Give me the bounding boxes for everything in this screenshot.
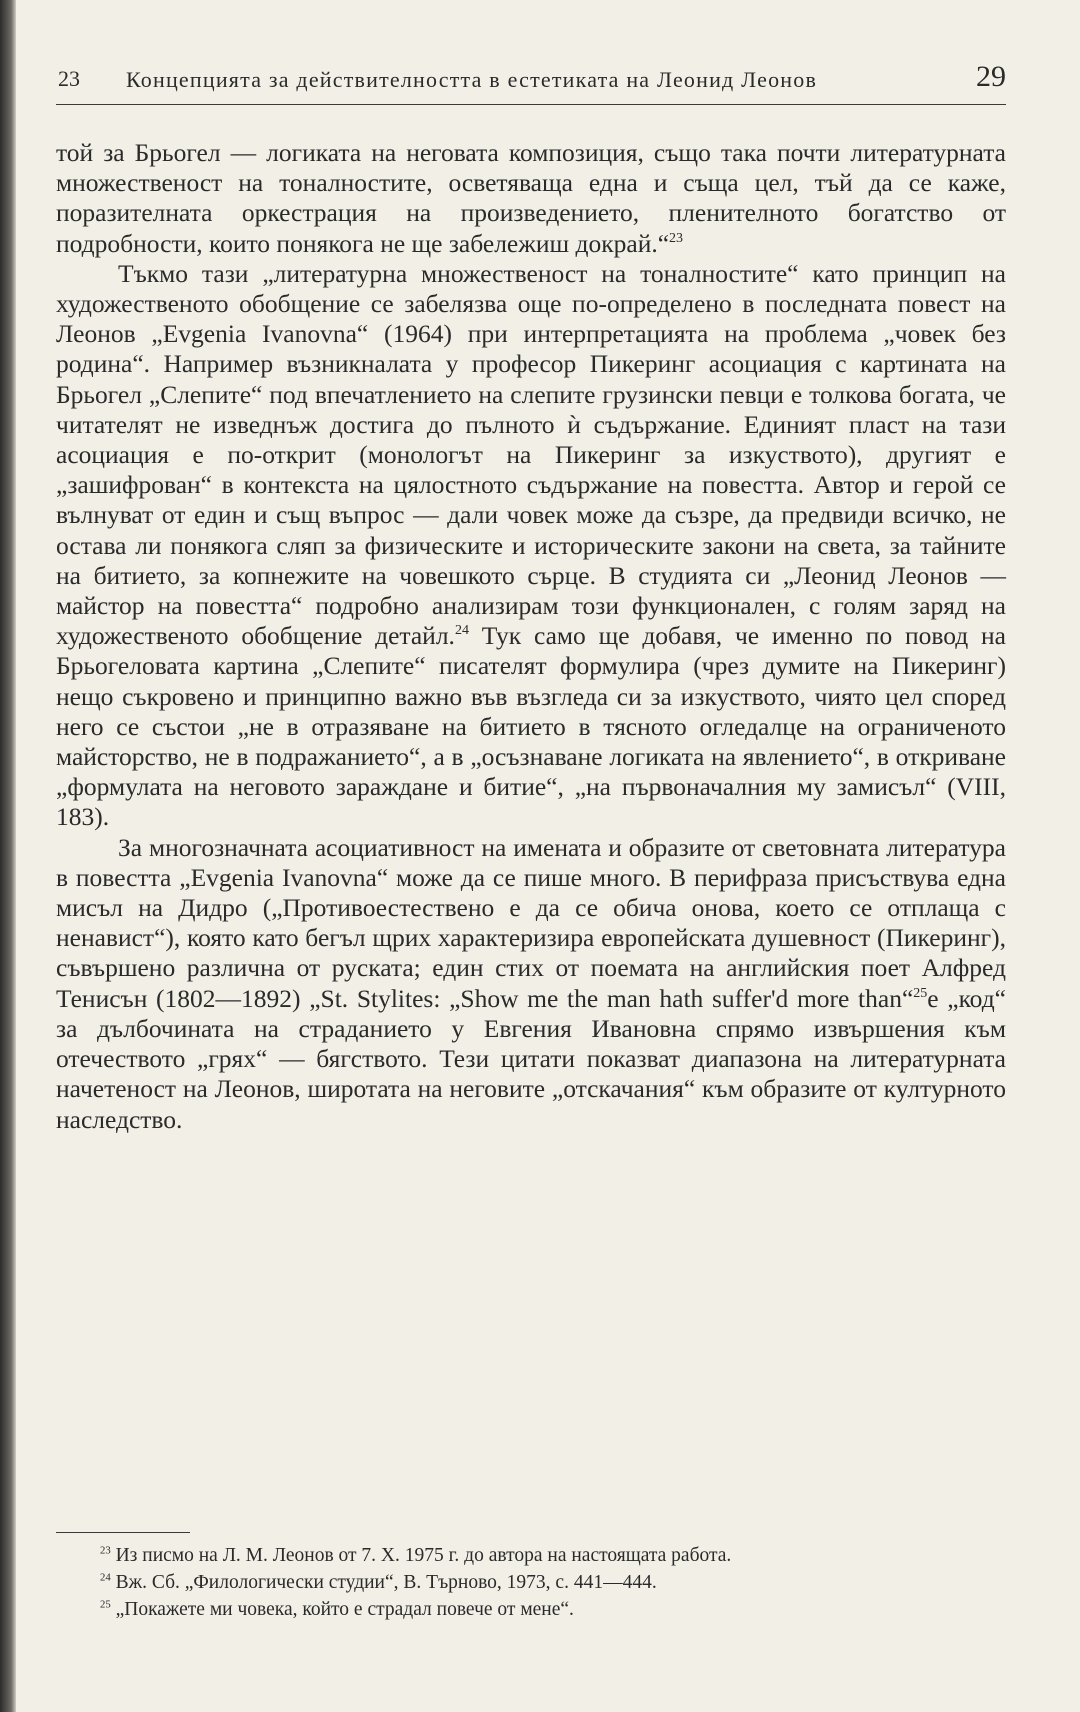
footnote-divider [56,1532,190,1533]
page-number: 29 [976,60,1006,93]
paragraph-text: Тъкмо тази „литературна множественост на тоналностите“ като принцип на художественото обобщение се забелязва още по-определено в последната повест на Леонов „Evgenia Ivanovna“ (1964) при интерпретацията на проблема „човек без родина“. Например възникналата у професор Пикеринг асоциация с картината на Брьогел „Слепите“ под впечатлението на слепите грузински певци е толкова богата, че читателят не изведнъж достига до пълното ѝ съдържание. Единият пласт на тази асоциация е по-открит (монологът на Пикеринг за изкуството), другият е „зашифрован“ в контекста на цялостното съдържание на повестта. Автор и герой се вълнуват от един и същ въпрос — дали човек може да съзре, да предвиди всичко, не остава ли понякога сляп за физическите и историческите закони на света, за тайните на битието, за копнежите на човешкото сърце. В студията си „Леонид Леонов — майстор на повестта“ подробно анализирам този функционален, с голям заряд на художественото обобщение детайл. [56,258,1006,651]
paragraph-text: За многозначната асоциативност на имената и образите от световната литература в повестта „Evgenia Ivanovna“ може да се пише много. В перифраза присъствува една мисъл на Дидро („Противоестествено е да се обича онова, което се отплаща с ненавист“), която като бегъл щрих характеризира европейската душевност (Пикеринг), съвършено различна от руската; един стих от поемата на английския поет Алфред Тенисън (1802—1892) „St. Stylites: „Show me the man hath suffer'd more than“ [56,832,1006,1013]
footnote-ref[interactable]: 23 [669,230,684,246]
paragraph-text: той за Брьогел — логиката на неговата композиция, също така почти литературната множественост на тоналностите, осветяваща една и съща цел, тъй да се каже, поразителната оркестрация на произведението, пленителното богатство от подробности, които понякога не ще забележиш докрай.“ [56,138,1006,258]
footnote [56,1542,1006,1569]
footnote-text: Вж. Сб. „Филологически студии“, В. Търново, 1973, с. 441—444. [110,1572,657,1593]
running-head [56,60,1006,105]
running-head-title: Концепцията за действителността в естетиката на Леонид Леонов [126,67,818,92]
footnote-number: 24 [100,1571,111,1584]
footnote-number: 23 [100,1544,111,1557]
footnote-ref[interactable]: 24 [454,623,469,639]
paragraph-text: Тук само ще добавя, че именно по повод на Брьогеловата картина „Слепите“ писателят формулира (чрез думите на Пикеринг) нещо съкровено и принципно важно във възгледа си за изкуството, чиято цел според него се състои „не в отразяване на битието в тясното огледалце на ограниченото майсторство, не в подражанието“, а в „осъзнаване логиката на явлението“, в откриване „формулата на неговото зараждане и битие“, „на първоначалния му замисъл“ (VIII, 183). [56,621,1006,832]
footnote-text: Из писмо на Л. М. Леонов от 7. X. 1975 г. до автора на настоящата работа. [110,1545,732,1566]
footnote-number: 25 [100,1598,111,1611]
footnote [56,1596,1006,1623]
body-text [56,138,1006,1135]
footnote-ref[interactable]: 25 [913,985,928,1001]
running-head-number: 23 [58,66,80,91]
footnote [56,1569,1006,1596]
paragraph [56,833,1006,1135]
paragraph-text: е „код“ за дълбочината на страданието у Евгения Ивановна спрямо извършения към отечеството „грях“ — бягството. Тези цитати показват диапазона на литературната начетеност на Леонов, широтата на неговите „отскачания“ към образите от културното наследство. [56,983,1006,1134]
book-spine-shadow [0,0,16,1712]
footnote-text: „Покажете ми човека, който е страдал повече от мене“. [110,1599,574,1620]
footnotes [56,1542,1006,1623]
paragraph [56,259,1006,833]
paragraph [56,138,1006,259]
